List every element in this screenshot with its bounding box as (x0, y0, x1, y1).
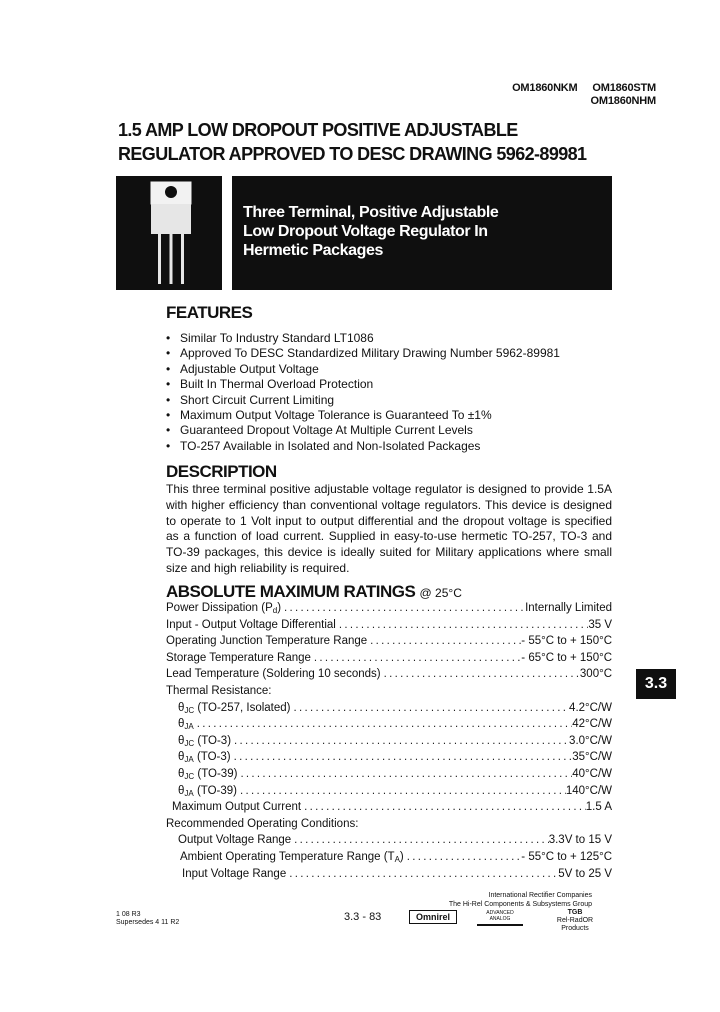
rating-value: 35°C/W (572, 751, 612, 764)
rating-value: 3.3V to 15 V (548, 834, 612, 847)
rating-value: - 55°C to + 150°C (521, 635, 612, 648)
rating-value: - 55°C to + 125°C (521, 850, 612, 863)
rating-label: Storage Temperature Range (166, 651, 311, 664)
leader-dots (291, 834, 549, 846)
page-number: 3.3 - 83 (344, 911, 382, 923)
rating-label: Input Voltage Range (182, 867, 287, 880)
feature-item: • Adjustable Output Voltage (166, 362, 626, 377)
banner-line: Hermetic Packages (243, 242, 383, 259)
rating-label: Input - Output Voltage Differential (166, 618, 336, 631)
feature-item: • Short Circuit Current Limiting (166, 393, 626, 408)
banner-line: Three Terminal, Positive Adjustable (243, 204, 499, 221)
rating-value: Internally Limited (525, 602, 612, 614)
description-body: This three terminal positive adjustable voltage regulator is designed to provide 1.5A with higher efficiency than conventional voltage regulators. This device is designed to operate to 1 Volt input to output differential and the dropout voltage is specified as a function of load current. Supplied in easy-to-use hermetic TO-257, TO-3 and TO-39 packages, this device is ideally suited for Military applications where small size and high reliability is required. (166, 482, 612, 575)
rating-value: 1.5 A (585, 801, 612, 814)
feature-item: • TO-257 Available in Isolated and Non-Isolated Packages (166, 439, 626, 454)
rating-label: Lead Temperature (Soldering 10 seconds) (166, 668, 381, 681)
part-number: OM1860STM (592, 82, 656, 94)
leader-dots (194, 718, 573, 730)
rating-value: 42°C/W (572, 718, 612, 731)
leader-dots (311, 652, 521, 664)
rating-row (166, 834, 612, 851)
rating-value: 35 V (588, 618, 612, 631)
rating-row (166, 702, 612, 719)
leader-dots (237, 785, 566, 797)
feature-item: • Maximum Output Voltage Tolerance is Guaranteed To ±1% (166, 408, 626, 423)
leader-dots (291, 702, 570, 714)
rating-label: $\theta_{JC}$ (TO-3) (178, 734, 232, 748)
company-name (449, 891, 592, 909)
rating-row (166, 652, 612, 669)
rating-value: 3.0°C/W (569, 734, 612, 747)
leader-dots (367, 635, 521, 647)
feature-item: • Similar To Industry Standard LT1086 (166, 331, 626, 346)
leader-dots (336, 619, 588, 631)
part-number: OM1860NHM (590, 95, 656, 107)
ratings-heading (166, 582, 462, 602)
rating-row (166, 751, 612, 768)
part-number: OM1860NKM (512, 82, 578, 94)
advanced-analog-logo: ADVANCED ANALOG (477, 910, 523, 926)
company-line: International Rectifier Companies (488, 892, 592, 899)
rating-row (166, 668, 612, 685)
leader-dots (381, 668, 580, 680)
rating-value: 5V to 25 V (558, 867, 612, 880)
omnirel-logo: Omnirel (409, 910, 457, 924)
rating-row (166, 602, 612, 619)
leader-dots (237, 768, 572, 780)
rating-row (166, 619, 612, 636)
rating-row (166, 735, 612, 752)
features-heading: FEATURES (166, 303, 253, 322)
leader-dots (404, 851, 522, 863)
title-line: 1.5 AMP LOW DROPOUT POSITIVE ADJUSTABLE (118, 120, 518, 140)
leader-dots (286, 868, 558, 880)
part-numbers (512, 82, 656, 108)
rating-value: 300°C (579, 668, 612, 681)
feature-item: • Approved To DESC Standardized Military Drawing Number 5962-89981 (166, 346, 626, 361)
ratings-heading-condition: @ 25°C (419, 586, 462, 600)
rating-row (166, 718, 612, 735)
page-title (118, 118, 658, 166)
rating-value: 140°C/W (565, 784, 612, 797)
feature-item: • Built In Thermal Overload Protection (166, 377, 626, 392)
rating-row (166, 785, 612, 802)
rating-row (166, 635, 612, 652)
description-heading: DESCRIPTION (166, 462, 277, 481)
leader-dots (231, 751, 573, 763)
company-line: The Hi-Rel Components & Subsystems Group (448, 901, 592, 908)
rating-label: Ambient Operating Temperature Range $(T_A)$ (180, 850, 404, 864)
banner-line: Low Dropout Voltage Regulator In (243, 223, 488, 240)
features-list (166, 331, 626, 454)
rating-row (166, 768, 612, 785)
rating-value: 4.2°C/W (569, 701, 612, 714)
title-line: REGULATOR APPROVED TO DESC DRAWING 5962-89981 (118, 144, 587, 164)
rating-label: $\theta_{JA}$ (TO-39) (178, 784, 237, 798)
thermal-resistance-heading: Thermal Resistance: (166, 684, 272, 697)
rating-label: Maximum Output Current (172, 801, 302, 814)
rating-value: - 65°C to + 150°C (521, 651, 612, 664)
rating-label: Output Voltage Range (178, 834, 292, 847)
supersedes: Supersedes 4 11 R2 (116, 919, 180, 926)
recommended-conditions-heading: Recommended Operating Conditions: (166, 817, 359, 830)
rating-value: 40°C/W (572, 767, 612, 780)
rating-label: $\theta_{JC}$ (TO-39) (178, 767, 238, 781)
rating-label: $\theta_{JC}$ (TO-257, Isolated) (178, 701, 291, 715)
section-tab: 3.3 (636, 669, 676, 699)
rating-label: Power Dissipation $(P_d)$ (166, 602, 282, 615)
banner-text (243, 203, 603, 260)
rating-row (166, 801, 612, 818)
rating-label: $\theta_{JA}$ (TO-3) (178, 751, 231, 765)
ratings-heading-text: ABSOLUTE MAXIMUM RATINGS (166, 582, 416, 601)
ratings-table (166, 602, 612, 884)
leader-dots (231, 735, 569, 747)
rating-row (166, 868, 612, 885)
feature-item: • Guaranteed Dropout Voltage At Multiple Current Levels (166, 423, 626, 438)
to220-package-icon (146, 180, 196, 286)
leader-dots (301, 801, 586, 813)
revision: 1 08 R3 (116, 911, 141, 918)
rating-row (166, 851, 612, 868)
leader-dots (281, 602, 525, 614)
rating-label: $\theta_{JA}$ (178, 718, 194, 732)
tgb-logo: TGB Rel-RadOR Products (556, 909, 594, 932)
rating-label: Operating Junction Temperature Range (166, 635, 368, 648)
revision-info (116, 911, 179, 927)
